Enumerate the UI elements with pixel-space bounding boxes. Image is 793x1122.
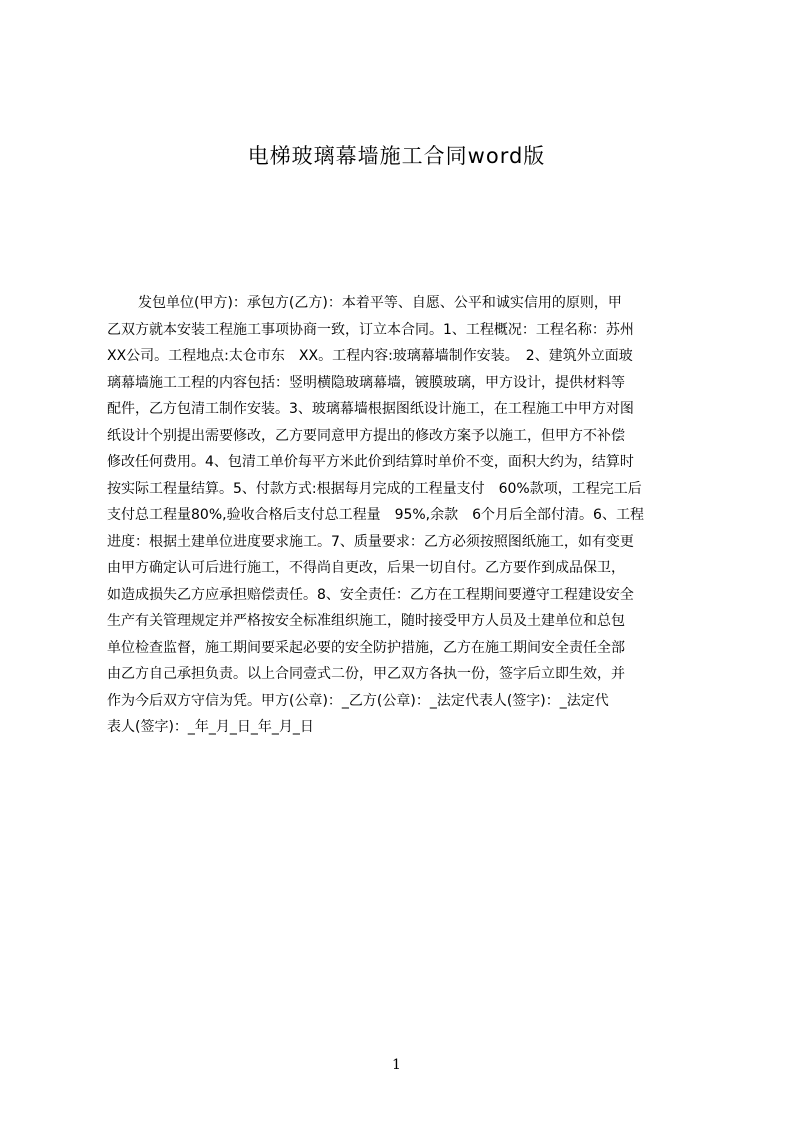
body-line: 单位检查监督，施工期间要采起必要的安全防护措施，乙方在施工期间安全责任全部 (107, 639, 625, 656)
body-line: 生产有关管理规定并严格按安全标准组织施工，随时接受甲方人员及土建单位和总包 (107, 613, 625, 629)
body-line: 由甲方确定认可后进行施工，不得尚自更改，后果一切自付。乙方要作到成品保卫， (107, 560, 625, 576)
body-line: 按实际工程量结算。5、付款方式:根据每月完成的工程量支付 60%款项，工程完工后 (107, 480, 642, 497)
body-line: 由乙方自己承担负责。以上合同壹式二份，甲乙双方各执一份，签字后立即生效，并 (107, 666, 625, 682)
body-line: XX公司。工程地点:太仓市东 XX。工程内容:玻璃幕墙制作安装。 2、建筑外立面玻 (107, 348, 633, 364)
body-line: 作为今后双方守信为凭。甲方(公章)：_乙方(公章)：_法定代表人(签字)：_法定代 (107, 692, 609, 709)
body-line: 纸设计个别提出需要修改，乙方要同意甲方提出的修改方案予以施工，但甲方不补偿 (107, 427, 625, 444)
body-line: 配件，乙方包清工制作安装。3、玻璃幕墙根据图纸设计施工，在工程施工中甲方对图 (107, 401, 634, 417)
body-line: 乙双方就本安装工程施工事项协商一致，订立本合同。1、工程概况：工程名称：苏州 (107, 321, 634, 338)
body-line: 支付总工程量80%,验收合格后支付总工程量 95%,余款 6个月后全部付清。6、工程 (107, 507, 644, 523)
body-line: 如造成损失乙方应承担赔偿责任。8、安全责任：乙方在工程期间要遵守工程建设安全 (107, 586, 634, 603)
body-line: 璃幕墙施工工程的内容包括：竖明横隐玻璃幕墙，镀膜玻璃，甲方设计，提供材料等 (107, 374, 625, 391)
body-line: 发包单位(甲方)：承包方(乙方)：本着平等、自愿、公平和诚实信用的原则，甲 (138, 295, 622, 311)
body-line: 进度：根据土建单位进度要求施工。7、质量要求：乙方必须按照图纸施工，如有变更 (107, 533, 634, 550)
body-line: 修改任何费用。4、包清工单价每平方米此价到结算时单价不变，面积大约为，结算时 (107, 454, 634, 470)
contract-body (107, 290, 697, 741)
page-number: 1 (392, 1057, 401, 1073)
document-title: 电梯玻璃幕墙施工合同word版 (247, 144, 546, 168)
body-line: 表人(签字)：_年_月_日_年_月_日 (107, 719, 314, 735)
